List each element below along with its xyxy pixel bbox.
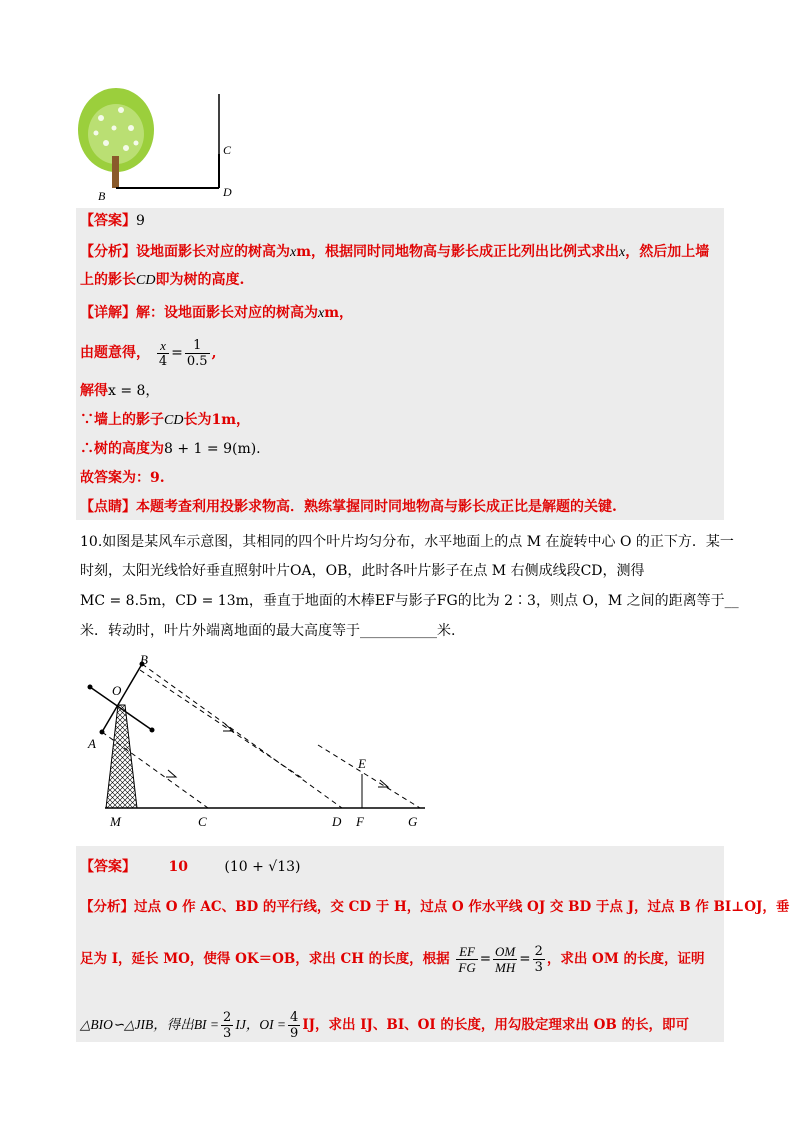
- detail-line-2: 由题意得， $\frac{x}{4}$ = $\frac{1}{0.5}$ ,: [80, 337, 217, 369]
- label-O: O: [112, 683, 122, 698]
- label-F: F: [356, 814, 364, 829]
- analysis-line-2-1: 【分析】过点 O 作 AC、BD 的平行线，交 CD 于 H，过点 O 作水平线 OJ 交 BD 于点 J，过点 B 作 BI⊥OJ，垂: [80, 899, 790, 915]
- question-10-line-2: 时刻，太阳光线恰好垂直照射叶片OA，OB，此时各叶片影子在点 M 右侧成线段CD，测得: [80, 563, 645, 579]
- label-D: D: [223, 185, 232, 199]
- detail-line-4: ∵墙上的影子CD长为1m，: [80, 412, 251, 428]
- tree-trunk: [112, 156, 119, 188]
- analysis-line-2-2: 足为 I，延长 MO，使得 OK＝OB，求出 CH 的长度，根据 $\frac{EF}{FG}$ = $\frac{OM}{MH}$ = $\frac{2}{3}$ ，求出 OM 的长度，证明: [80, 944, 705, 975]
- detail-line-3: 解得x = 8，: [80, 383, 160, 399]
- label-E: E: [358, 756, 366, 771]
- detail-line-1: 【详解】解：设地面影长对应的树高为xm，: [80, 305, 354, 321]
- analysis-line-2: 上的影长CD即为树的高度.: [80, 272, 245, 288]
- tree-wall-figure: [76, 88, 246, 208]
- windmill-tower: [106, 705, 137, 808]
- label-G: G: [408, 814, 418, 829]
- question-10-line-3: MC = 8.5m，CD = 13m，垂直于地面的木棒EF与影子FG的比为 2∶3，则点 O，M 之间的距离等于__: [80, 593, 739, 609]
- label-C: C: [198, 814, 207, 829]
- detail-line-5: ∴树的高度为8 + 1 = 9(m).: [80, 441, 261, 457]
- label-A: A: [88, 736, 96, 751]
- label-B: B: [140, 652, 148, 667]
- label-D: D: [332, 814, 342, 829]
- analysis-line-2-3: △BIO∽△JIB，得出BI = $\frac{2}{3}$ IJ，OI = $\frac{4}{9}$ IJ，求出 IJ、BI、OI 的长度，用勾股定理求出 OB 的长，即可: [80, 1010, 690, 1041]
- windmill-figure: [80, 650, 440, 835]
- answer-line-1: 【答案】9: [80, 213, 145, 229]
- point-line: 【点睛】本题考查利用投影求物高．熟练掌握同时同地物高与影长成正比是解题的关键.: [80, 499, 617, 515]
- analysis-line-1: 【分析】设地面影长对应的树高为xm，根据同时同地物高与影长成正比列出比例式求出x，然后加上墙: [80, 244, 710, 260]
- label-M: M: [110, 814, 121, 829]
- label-C: C: [223, 143, 232, 157]
- detail-line-6: 故答案为：9.: [80, 470, 165, 486]
- question-10-line-4: 米．转动时，叶片外端离地面的最大高度等于___________米.: [80, 623, 456, 639]
- question-10-line-1: 10.如图是某风车示意图，其相同的四个叶片均匀分布，水平地面上的点 M 在旋转中心 O 的正下方．某一: [80, 534, 734, 550]
- answer-line-2: 【答案】 10 (10 + √13): [80, 859, 301, 875]
- label-B: B: [98, 189, 106, 203]
